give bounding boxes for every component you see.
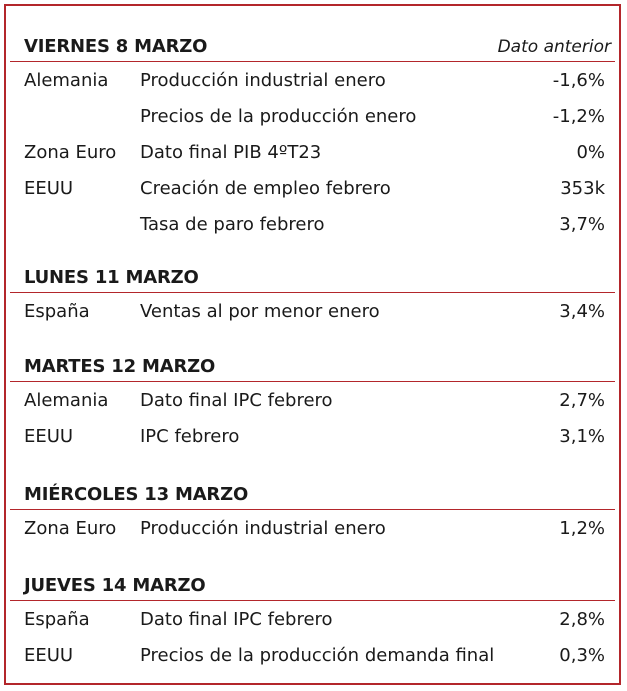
value-cell: 3,1%: [559, 426, 605, 447]
section-miercoles: [10, 476, 615, 546]
section-title: LUNES 11 MARZO: [24, 267, 199, 288]
description-cell: Dato final IPC febrero: [140, 609, 333, 630]
calendar-table: [4, 4, 621, 685]
country-cell: Alemania: [24, 390, 109, 411]
section-viernes: [10, 28, 615, 242]
country-cell: Zona Euro: [24, 518, 117, 539]
description-cell: Creación de empleo febrero: [140, 178, 391, 199]
description-cell: Producción industrial enero: [140, 70, 386, 91]
section-title: JUEVES 14 MARZO: [24, 575, 206, 596]
section-header: [10, 28, 615, 62]
table-row: [10, 382, 615, 418]
value-cell: 0,3%: [559, 645, 605, 666]
country-cell: Zona Euro: [24, 142, 117, 163]
description-cell: Ventas al por menor enero: [140, 301, 380, 322]
country-cell: España: [24, 301, 90, 322]
section-title: VIERNES 8 MARZO: [24, 36, 208, 57]
section-header: [10, 348, 615, 382]
table-row: [10, 206, 615, 242]
value-cell: -1,2%: [552, 106, 605, 127]
section-jueves: [10, 567, 615, 673]
value-cell: 0%: [576, 142, 605, 163]
value-cell: 1,2%: [559, 518, 605, 539]
table-row: [10, 170, 615, 206]
section-lunes: [10, 259, 615, 329]
table-row: [10, 134, 615, 170]
description-cell: Precios de la producción enero: [140, 106, 417, 127]
previous-data-label: Dato anterior: [497, 37, 611, 57]
country-cell: España: [24, 609, 90, 630]
description-cell: IPC febrero: [140, 426, 240, 447]
description-cell: Producción industrial enero: [140, 518, 386, 539]
country-cell: Alemania: [24, 70, 109, 91]
country-cell: EEUU: [24, 426, 74, 447]
table-row: [10, 601, 615, 637]
section-header: [10, 259, 615, 293]
table-row: [10, 62, 615, 98]
value-cell: 3,4%: [559, 301, 605, 322]
description-cell: Tasa de paro febrero: [140, 214, 325, 235]
value-cell: -1,6%: [552, 70, 605, 91]
section-title: MARTES 12 MARZO: [24, 356, 216, 377]
table-row: [10, 293, 615, 329]
description-cell: Precios de la producción demanda final: [140, 645, 495, 666]
section-header: [10, 567, 615, 601]
table-row: [10, 98, 615, 134]
value-cell: 3,7%: [559, 214, 605, 235]
section-martes: [10, 348, 615, 454]
section-title: MIÉRCOLES 13 MARZO: [24, 484, 249, 505]
description-cell: Dato final IPC febrero: [140, 390, 333, 411]
table-row: [10, 637, 615, 673]
description-cell: Dato final PIB 4ºT23: [140, 142, 322, 163]
country-cell: EEUU: [24, 178, 74, 199]
value-cell: 353k: [560, 178, 605, 199]
table-row: [10, 510, 615, 546]
country-cell: EEUU: [24, 645, 74, 666]
value-cell: 2,7%: [559, 390, 605, 411]
table-row: [10, 418, 615, 454]
value-cell: 2,8%: [559, 609, 605, 630]
section-header: [10, 476, 615, 510]
